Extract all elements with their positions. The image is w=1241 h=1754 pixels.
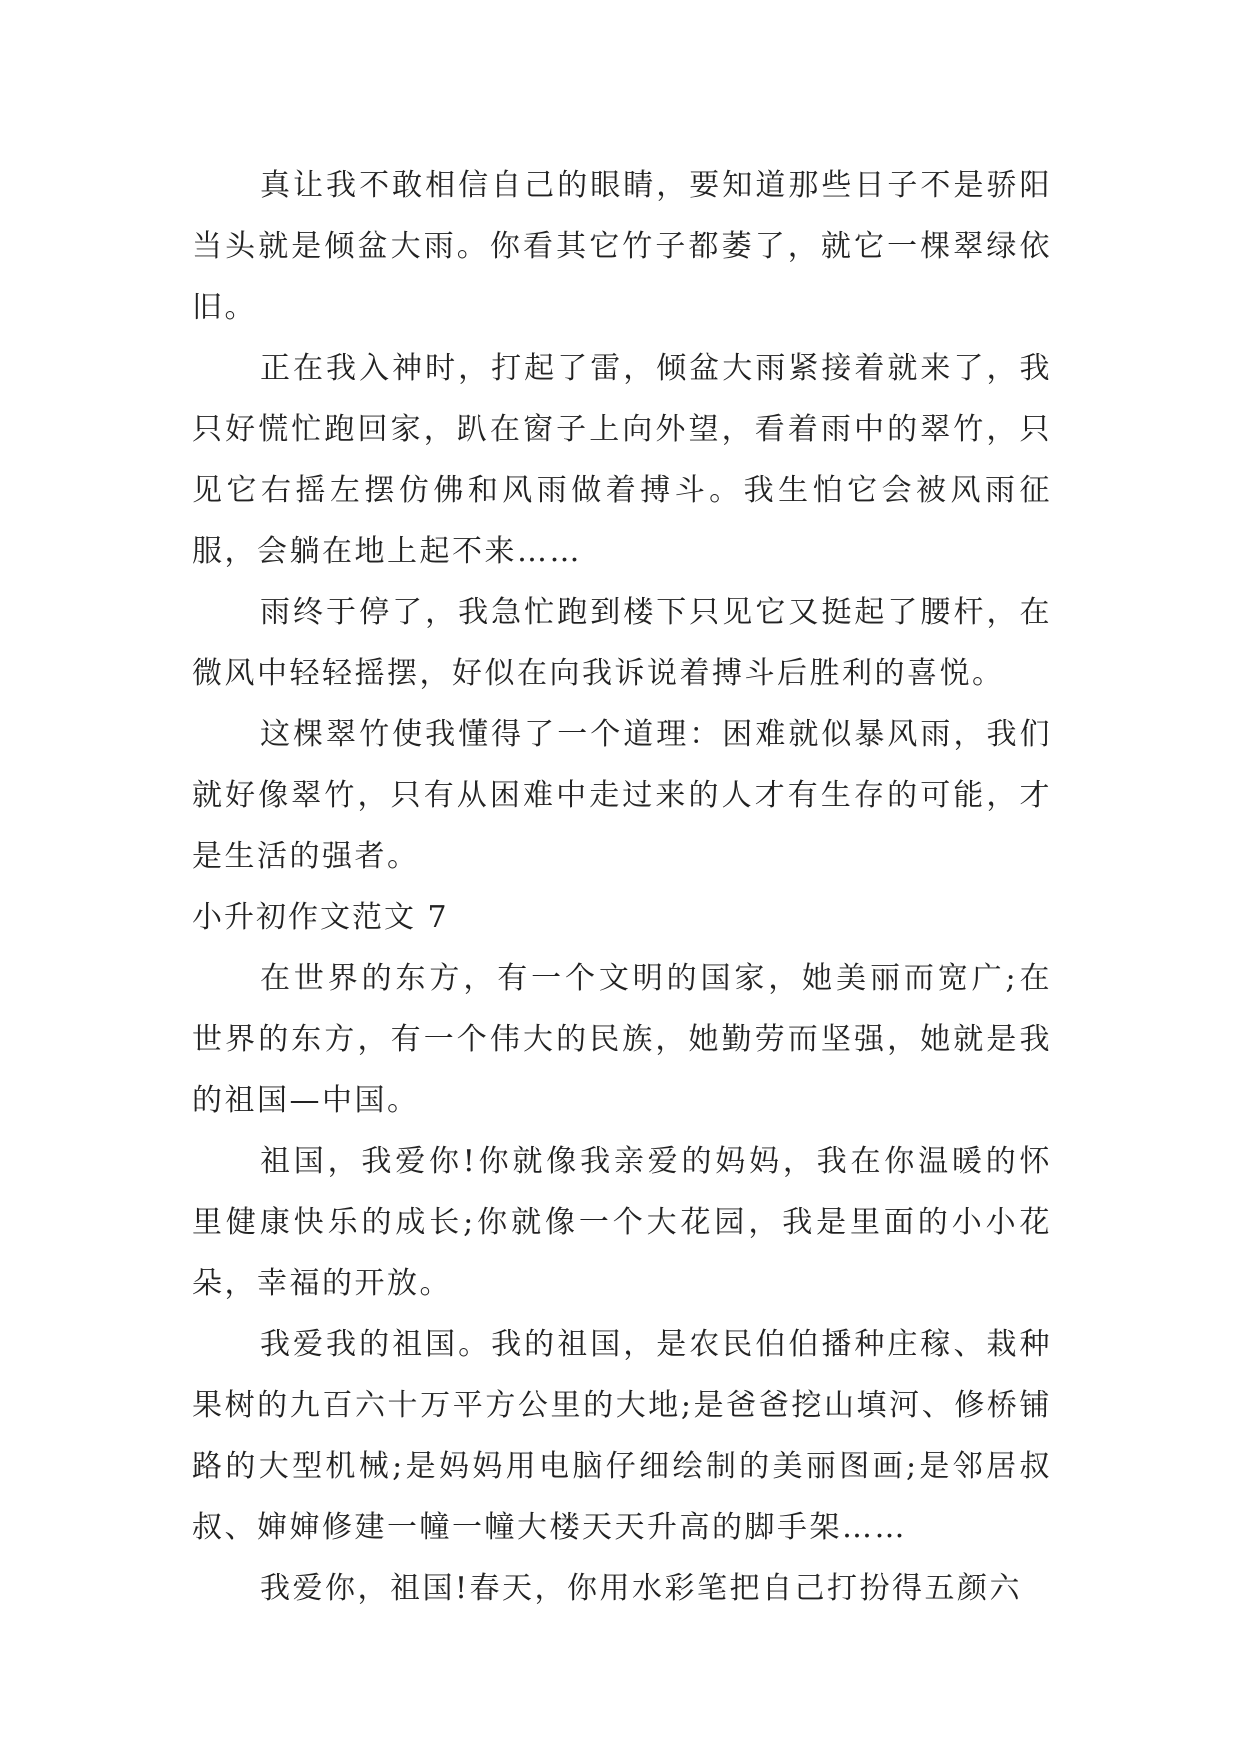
paragraph: 祖国，我爱你!你就像我亲爱的妈妈，我在你温暖的怀里健康快乐的成长;你就像一个大花园，我是里面的小小花朵，幸福的开放。 (192, 1144, 1052, 1301)
document-body (192, 155, 1052, 1619)
paragraph: 正在我入神时，打起了雷，倾盆大雨紧接着就来了，我只好慌忙跑回家，趴在窗子上向外望，看着雨中的翠竹，只见它右摇左摆仿佛和风雨做着搏斗。我生怕它会被风雨征服，会躺在地上起不来…… (192, 351, 1052, 569)
paragraph: 在世界的东方，有一个文明的国家，她美丽而宽广;在世界的东方，有一个伟大的民族，她勤劳而坚强，她就是我的祖国—中国。 (192, 961, 1052, 1118)
paragraph: 真让我不敢相信自己的眼睛，要知道那些日子不是骄阳当头就是倾盆大雨。你看其它竹子都萎了，就它一棵翠绿依旧。 (192, 168, 1052, 325)
paragraph: 我爱你，祖国!春天，你用水彩笔把自己打扮得五颜六 (260, 1571, 1023, 1606)
paragraph: 雨终于停了，我急忙跑到楼下只见它又挺起了腰杆，在微风中轻轻摇摆，好似在向我诉说着搏斗后胜利的喜悦。 (192, 595, 1052, 691)
paragraph: 我爱我的祖国。我的祖国，是农民伯伯播种庄稼、栽种果树的九百六十万平方公里的大地;是爸爸挖山填河、修桥铺路的大型机械;是妈妈用电脑仔细绘制的美丽图画;是邻居叔叔、婶婶修建一幢一幢大楼天天升高的脚手架…… (192, 1327, 1052, 1545)
paragraph: 这棵翠竹使我懂得了一个道理：困难就似暴风雨，我们就好像翠竹，只有从困难中走过来的人才有生存的可能，才是生活的强者。 (192, 717, 1052, 874)
section-heading: 小升初作文范文 7 (192, 900, 449, 935)
